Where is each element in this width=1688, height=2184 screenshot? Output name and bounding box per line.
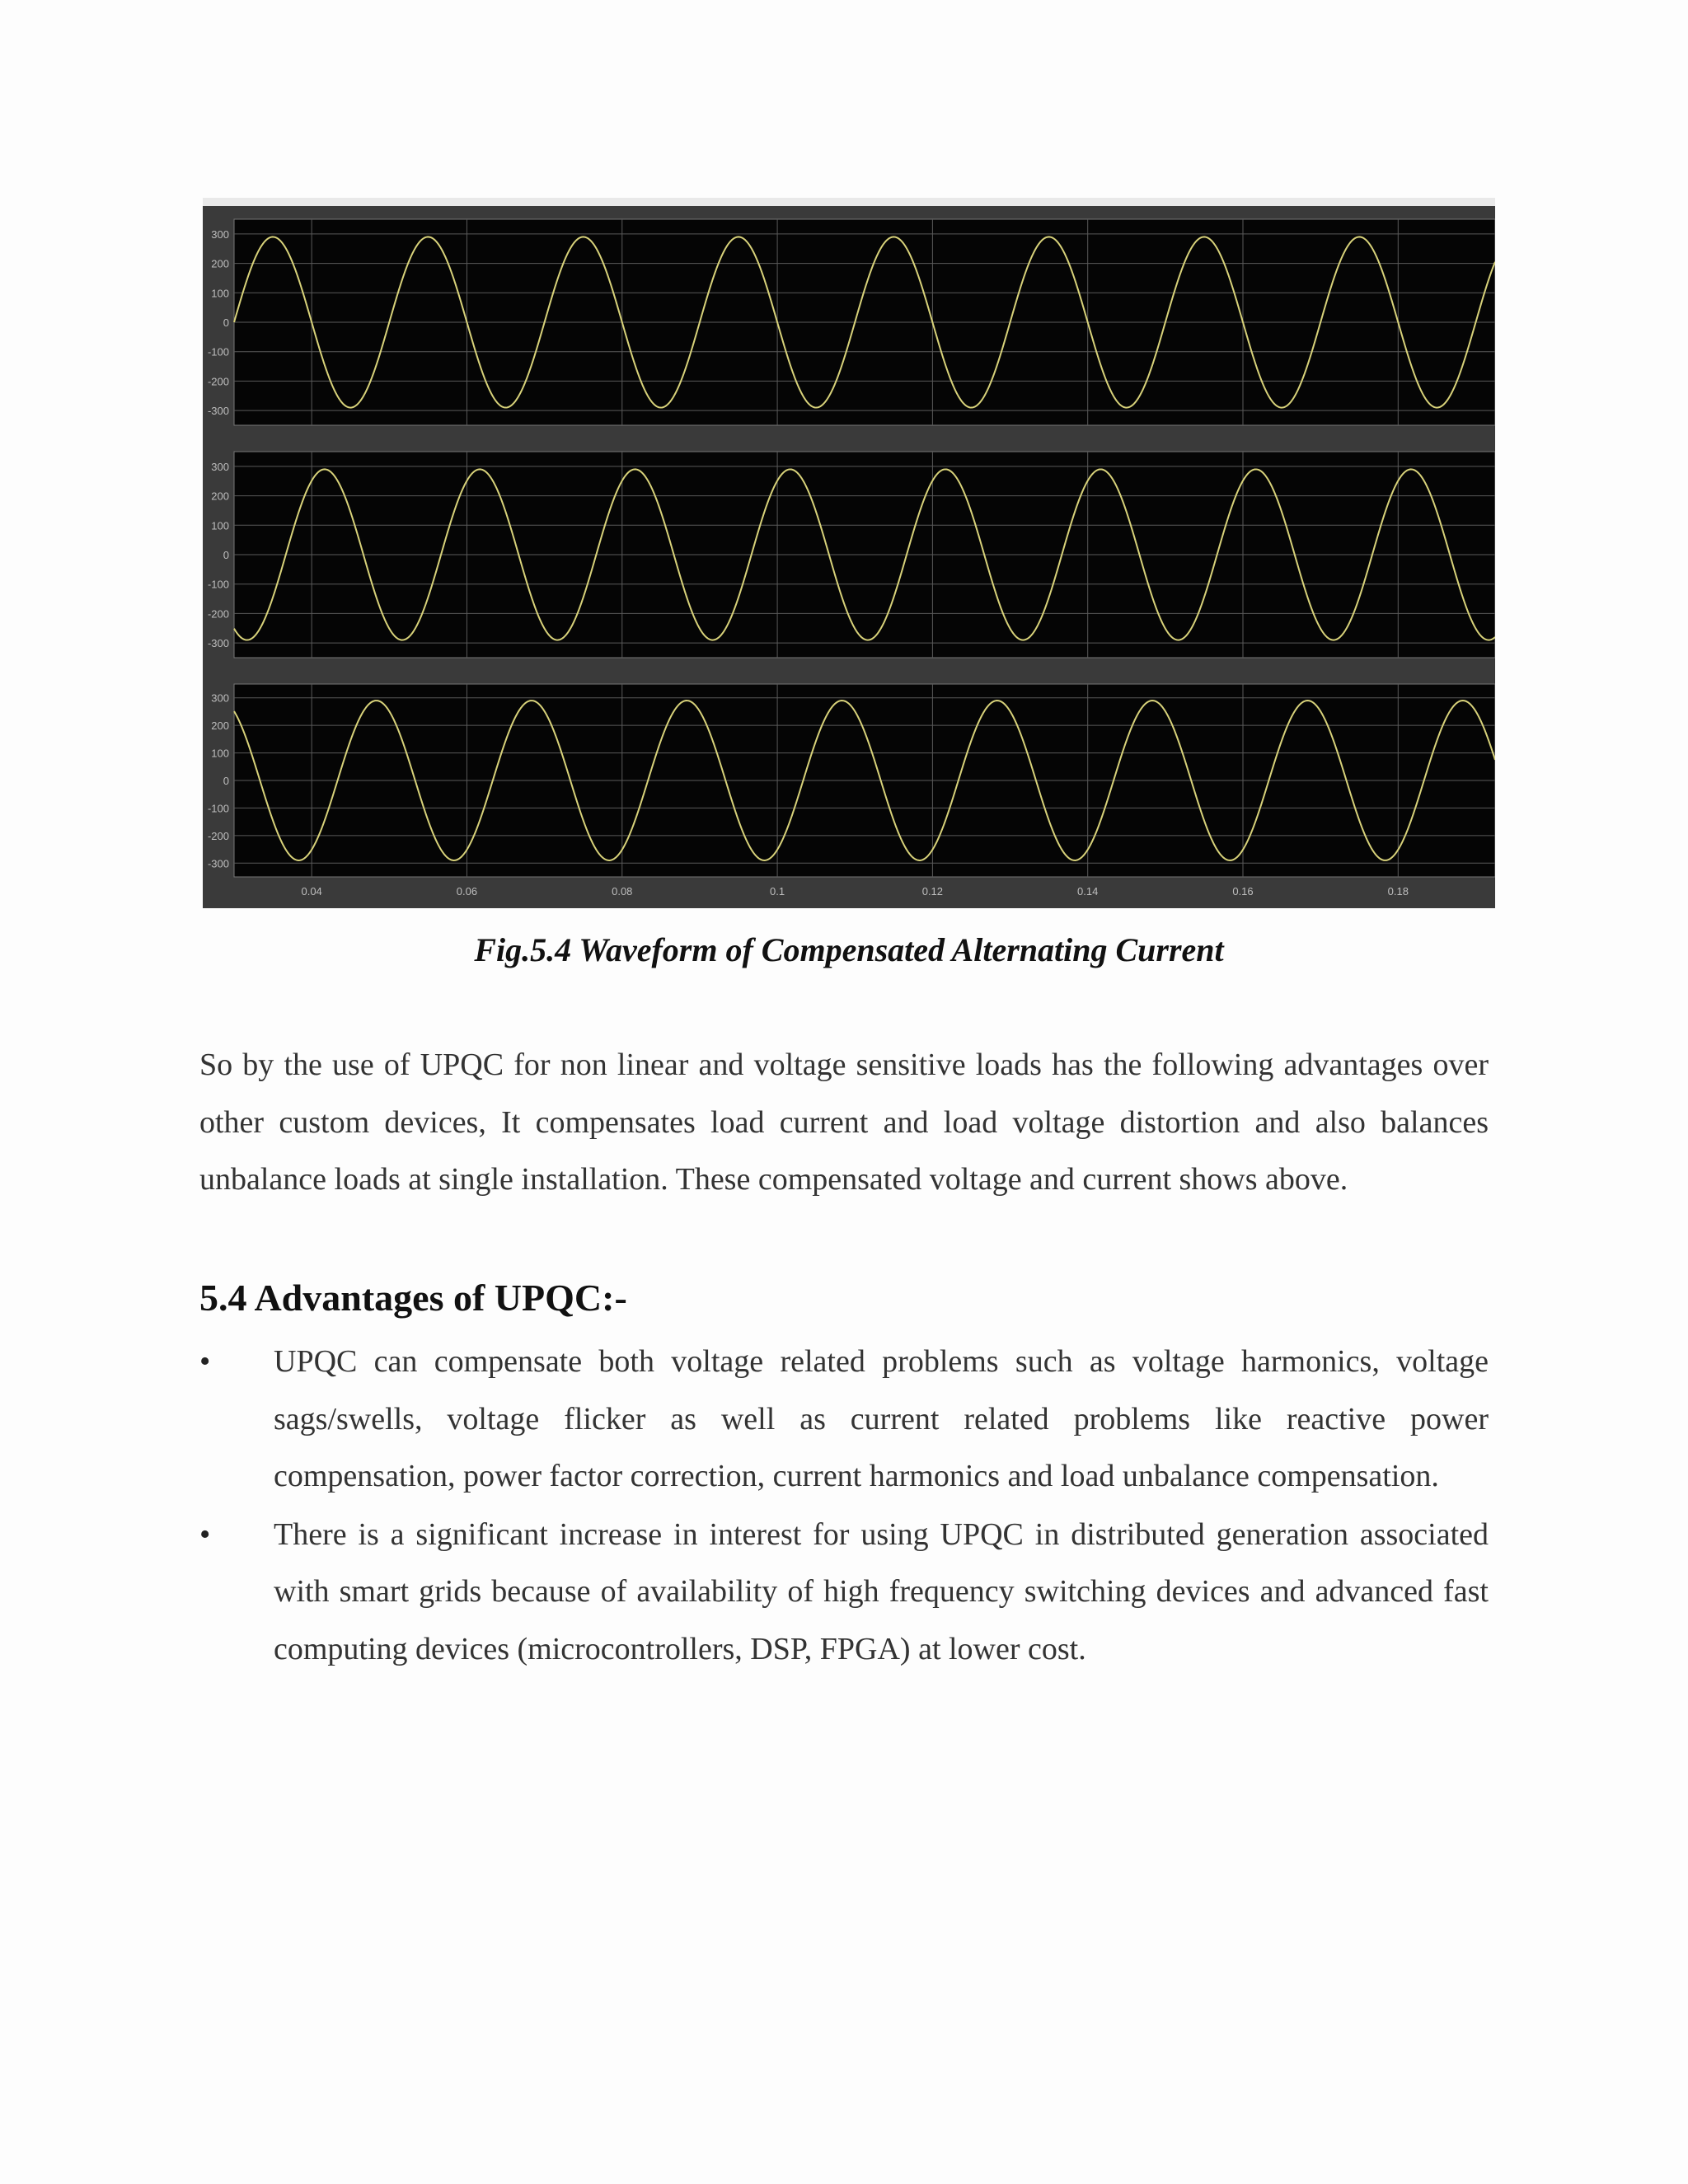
list-item-text: There is a significant increase in interest for using UPQC in distributed generation associated with smart grids because of availability of high frequency switching devices and advanced fast computing devices (microcontrollers, DSP, FPGA) at lower cost. [274,1516,1489,1666]
y-tick-label: 100 [211,287,229,300]
oscilloscope-figure [203,198,1495,908]
y-tick-label: -200 [207,375,229,388]
y-tick-label: 200 [211,490,229,503]
y-tick-label: 200 [211,257,229,270]
x-tick-label: 0.1 [770,885,785,898]
y-tick-label: 300 [211,691,229,705]
y-tick-label: 200 [211,719,229,733]
y-tick-label: -100 [207,802,229,815]
y-tick-label: 300 [211,227,229,241]
list-item [199,1507,1489,1679]
list-item [199,1333,1489,1506]
x-tick-label: 0.14 [1077,885,1099,898]
y-tick-label: -300 [207,857,229,870]
x-tick-label: 0.12 [921,885,944,898]
y-tick-label: 0 [223,316,229,329]
y-tick-label: -100 [207,578,229,591]
bullet-icon: • [199,1516,211,1552]
scope-panel-1 [208,219,1495,425]
figure-caption: Fig.5.4 Waveform of Compensated Alternating Current [474,931,1224,968]
y-tick-label: -200 [207,607,229,621]
x-tick-label: 0.08 [612,885,633,898]
section-heading: 5.4 Advantages of UPQC:- [199,1277,627,1319]
y-tick-label: -300 [207,405,229,418]
x-tick-label: 0.06 [456,885,478,898]
x-tick-label: 0.16 [1232,885,1254,898]
x-tick-label: 0.18 [1387,885,1409,898]
y-tick-label: 100 [211,747,229,760]
scope-panel-2 [208,452,1495,658]
y-tick-label: 300 [211,460,229,473]
y-tick-label: -100 [207,345,229,359]
y-tick-label: 100 [211,519,229,532]
x-tick-label: 0.04 [301,885,322,898]
y-tick-label: -200 [207,829,229,842]
scope-panel-3 [208,684,1495,898]
y-tick-label: 0 [223,775,229,787]
y-tick-label: -300 [207,637,229,650]
list-item-text: UPQC can compensate both voltage related problems such as voltage harmonics, voltage sags/swells, voltage flicker as well as current related problems like reactive power compensation, power factor correction, current harmonics and load unbalance compensation. [274,1344,1489,1493]
advantages-list [199,1333,1489,1679]
body-paragraph: So by the use of UPQC for non linear and voltage sensitive loads has the following advantages over other custom devices, It compensates load current and load voltage distortion and also balances unbalance loads at single installation. These compensated voltage and current shows above. [199,1047,1489,1197]
bullet-icon: • [199,1344,211,1379]
y-tick-label: 0 [223,549,229,561]
